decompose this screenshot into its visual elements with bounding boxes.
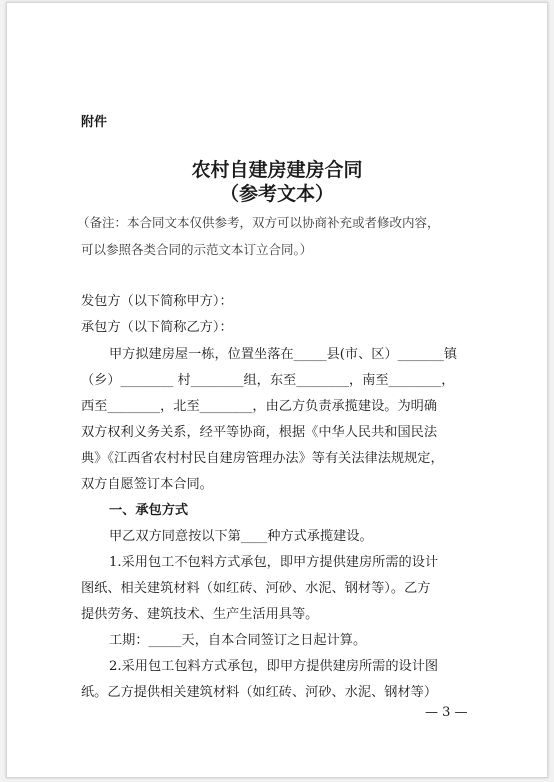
document-subtitle: （参考文本） bbox=[219, 183, 334, 205]
intro-line: 双方自愿签订本合同。 bbox=[81, 477, 213, 492]
attachment-label: 附件 bbox=[81, 115, 108, 130]
intro-line: 西至________，北至________，由乙方负责承揽建设。为明确 bbox=[81, 399, 438, 414]
intro-line: 典》《江西省农村村民自建房管理办法》等有关法律法规规定， bbox=[81, 451, 444, 466]
party-a-line: 发包方（以下简称甲方）： bbox=[81, 294, 233, 309]
page-number: — 3 — bbox=[425, 705, 468, 720]
period-line: 工期：_____天，自本合同签订之日起计算。 bbox=[109, 633, 367, 648]
note-line: 可以参照各类合同的示范文本订立合同。） bbox=[81, 242, 313, 257]
item-line: 纸。乙方提供相关建筑材料（如红砖、河砂、水泥、钢材等） bbox=[81, 685, 438, 700]
section-text: 甲乙双方同意按以下第____种方式承揽建设。 bbox=[109, 529, 373, 544]
item-line: 提供劳务、建筑技术、生产生活用具等。 bbox=[81, 607, 319, 622]
intro-line: （乡）________ 村________组，东至________，南至________， bbox=[81, 373, 455, 388]
document-page bbox=[6, 2, 548, 778]
item-line: 图纸、相关建筑材料（如红砖、河砂、水泥、钢材等）。乙方 bbox=[81, 581, 431, 596]
section-heading: 一、承包方式 bbox=[109, 503, 189, 518]
note-line: （备注：本合同文本仅供参考，双方可以协商补充或者修改内容， bbox=[77, 215, 440, 230]
intro-line: 甲方拟建房屋一栋，位置坐落在_____县(市、区）_______镇 bbox=[109, 347, 458, 362]
item-line: 2.采用包工包料方式承包，即甲方提供建房所需的设计图 bbox=[109, 659, 439, 674]
intro-line: 双方权利义务关系，经平等协商，根据《中华人民共和国民法 bbox=[81, 425, 438, 440]
party-b-line: 承包方（以下简称乙方）： bbox=[81, 320, 233, 335]
item-line: 1.采用包工不包料方式承包，即甲方提供建房所需的设计 bbox=[109, 555, 439, 570]
document-title: 农村自建房建房合同 bbox=[191, 159, 363, 181]
